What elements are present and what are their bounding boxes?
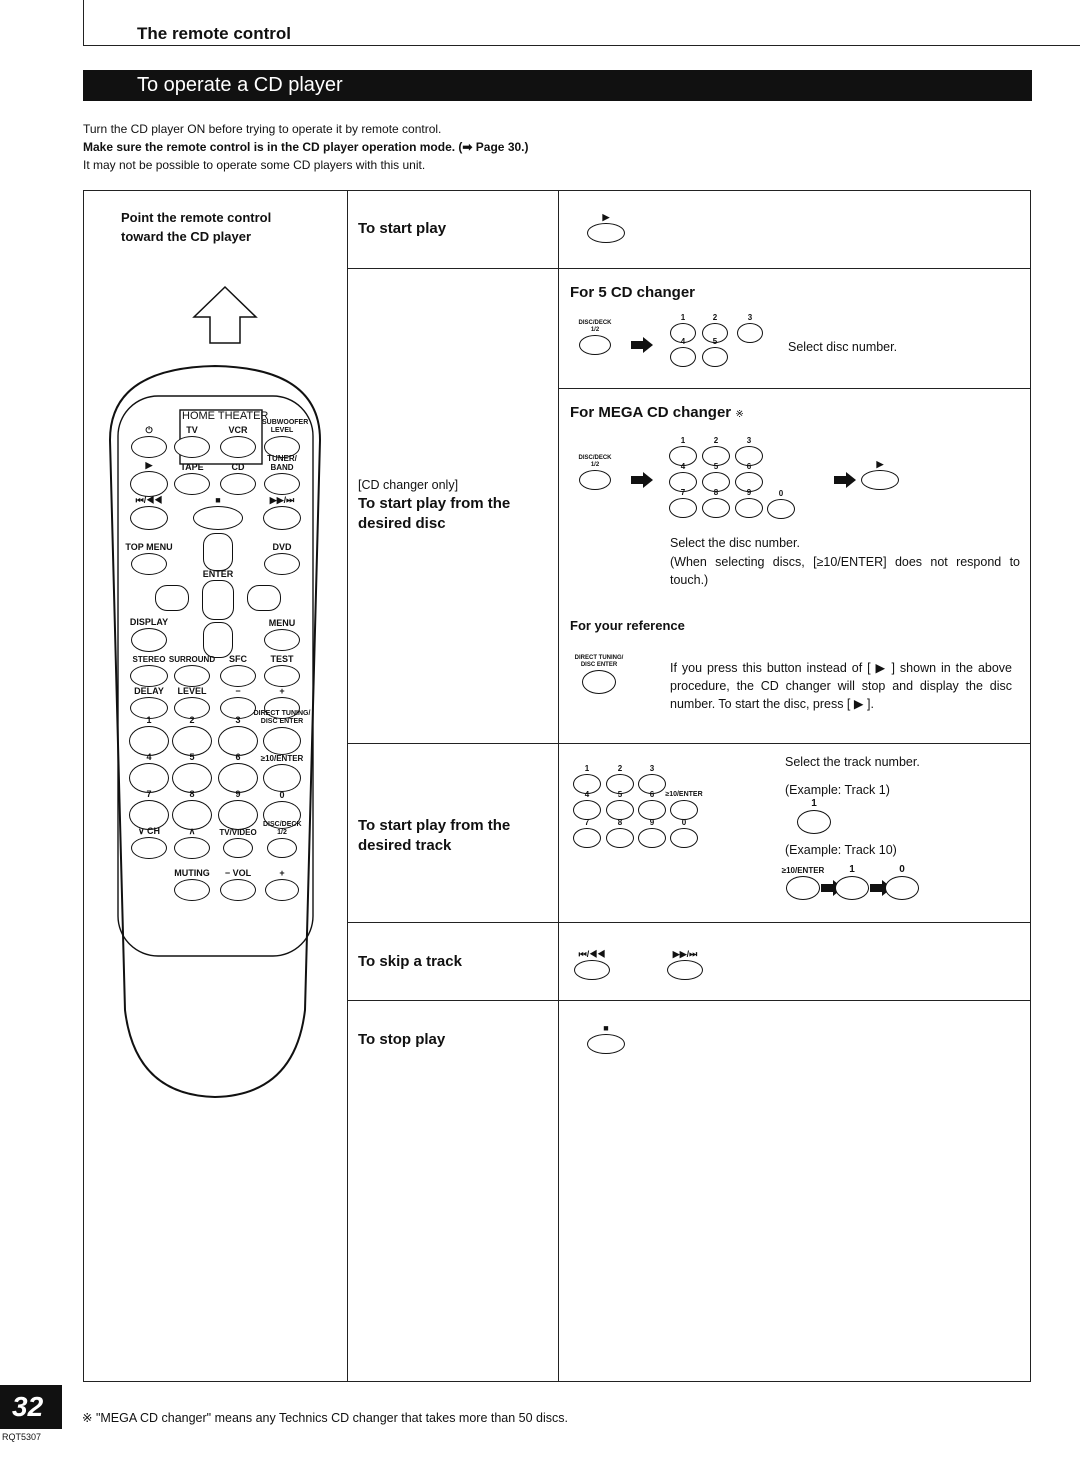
remote-tuner-band-label: TUNER/ BAND (267, 454, 297, 472)
remote-enter-button[interactable] (202, 580, 234, 620)
mega-disc-deck-button[interactable] (579, 470, 611, 490)
remote-num-1-label: 1 (146, 715, 152, 725)
skip-back-button[interactable] (574, 960, 610, 980)
arrow-right-icon (630, 337, 654, 353)
track-key-8-button[interactable] (606, 828, 634, 848)
arrow-right-icon (833, 472, 857, 488)
track-key-4-label: 5 (617, 790, 623, 799)
mega-changer-title-text: For MEGA CD changer (570, 404, 732, 421)
remote-channel-down-label: ∨ CH (137, 826, 161, 836)
remote-num-4-label: 4 (146, 752, 152, 762)
remote-cursor-left-button[interactable] (155, 585, 189, 611)
remote-channel-down-button[interactable] (131, 837, 167, 859)
row-divider (347, 268, 1031, 269)
remote-cursor-down-button[interactable] (203, 622, 233, 658)
remote-skip-back-label: ⏮/◀◀ (135, 495, 163, 505)
five-changer-caption: Select disc number. (788, 340, 898, 354)
remote-volume-down-button[interactable] (220, 879, 256, 901)
five-disc-4-button[interactable] (670, 347, 696, 367)
remote-subwoofer-level-label: SUBWOOFER LEVEL (262, 419, 309, 434)
track-caption: Select the track number. (785, 755, 920, 769)
remote-power-button[interactable] (131, 436, 167, 458)
remote-minus-label: − (235, 686, 241, 696)
mega-disc-7-label: 8 (713, 488, 719, 497)
remote-muting-label: MUTING (174, 868, 210, 878)
example10-ten-enter-button[interactable] (786, 876, 820, 900)
mega-disc-3-label: 4 (680, 462, 686, 471)
track-key-0-label: 1 (584, 764, 590, 773)
mega-play-button[interactable] (861, 470, 899, 490)
example10-key-0-button[interactable] (885, 876, 919, 900)
track-key-3-button[interactable] (573, 800, 601, 820)
desired-disc-label: To start play from the desired disc (358, 495, 511, 532)
remote-play-button[interactable] (130, 471, 168, 497)
track-key-3-label: 4 (584, 790, 590, 799)
start-play-label: ▶ (602, 212, 610, 222)
remote-skip-back-button[interactable] (130, 506, 168, 530)
remote-channel-up-label: ∧ (188, 826, 196, 836)
mega-disc-4-label: 5 (713, 462, 719, 471)
remote-sfc-label: SFC (229, 654, 247, 664)
section-title: The remote control (137, 24, 291, 43)
skip-track-label: To skip a track (358, 953, 462, 970)
track-key-6-label: ≥10/ENTER (665, 791, 703, 798)
mega-disc-9-label: 0 (778, 489, 784, 498)
remote-volume-down-label: − VOL (224, 868, 252, 878)
five-disc-5-label: 5 (712, 337, 718, 346)
track-key-9-label: 9 (649, 818, 655, 827)
example10-ten-enter-label: ≥10/ENTER (781, 866, 825, 875)
direct-tuning-button[interactable] (582, 670, 616, 694)
remote-tv-video-label: TV/VIDEO (219, 828, 257, 837)
remote-dvd-button[interactable] (264, 553, 300, 575)
mega-changer-title (570, 403, 744, 425)
remote-cd-label: CD (231, 462, 245, 472)
skip-back-label: ⏮/◀◀ (578, 949, 606, 959)
row-divider (347, 743, 1031, 744)
mega-disc-2-label: 3 (746, 436, 752, 445)
stop-play-button[interactable] (587, 1034, 625, 1054)
intro-line: Turn the CD player ON before trying to operate it by remote control. (83, 122, 442, 136)
remote-display-button[interactable] (131, 628, 167, 652)
remote-volume-up-button[interactable] (265, 879, 299, 901)
remote-ten-enter-button[interactable] (263, 764, 301, 792)
column-divider (347, 190, 348, 1382)
mega-disc-8-button[interactable] (735, 498, 763, 518)
five-disc-4-label: 4 (680, 337, 686, 346)
remote-stop-label: ■ (215, 495, 221, 505)
remote-disc-deck-label: DISC/DECK 1/2 (263, 821, 302, 836)
remote-dvd-label: DVD (272, 542, 292, 552)
remote-ten-enter-label: ≥10/ENTER (260, 754, 304, 763)
intro-line: It may not be possible to operate some CD players with this unit. (83, 158, 426, 172)
start-play-label: To start play (358, 220, 447, 237)
remote-direct-tuning-button[interactable] (263, 727, 301, 755)
intro-line-bold: Make sure the remote control is in the CD player operation mode. (➡ Page 30.) (83, 140, 529, 154)
remote-num-9-label: 9 (235, 789, 241, 799)
track-key-1-label: 2 (617, 764, 623, 773)
mega-play-label: ▶ (876, 459, 884, 469)
arrow-right-icon (630, 472, 654, 488)
header-rule (83, 45, 1080, 46)
five-disc-deck-label: DISC/DECK 1/2 (578, 320, 612, 333)
title-bar (83, 70, 1032, 101)
remote-num-5-label: 5 (189, 752, 195, 762)
remote-skip-forward-label: ▶▶/⏭ (269, 495, 295, 505)
mega-disc-8-label: 9 (746, 488, 752, 497)
remote-delay-label: DELAY (134, 686, 164, 696)
arrow-up-icon (190, 285, 260, 347)
example10-key-1-label: 1 (849, 864, 855, 875)
remote-top-menu-label: TOP MENU (125, 542, 173, 552)
page-number: 32 (12, 1391, 44, 1422)
remote-cursor-up-button[interactable] (203, 533, 233, 571)
track-key-7-button[interactable] (573, 828, 601, 848)
track-key-6-button[interactable] (670, 800, 698, 820)
remote-num-2-label: 2 (189, 715, 195, 725)
remote-play-label: ▶ (145, 460, 153, 470)
desired-track-label: To start play from the desired track (358, 817, 511, 854)
page-title: To operate a CD player (137, 74, 343, 96)
example-track-10: (Example: Track 10) (785, 843, 897, 857)
mega-disc-deck-label: DISC/DECK 1/2 (578, 455, 612, 468)
remote-num-0-label: 0 (279, 790, 285, 800)
row-divider (347, 1000, 1031, 1001)
remote-tape-label: TAPE (180, 462, 204, 472)
track-key-10-button[interactable] (670, 828, 698, 848)
cd-changer-only-note: [CD changer only] (358, 478, 459, 492)
remote-muting-button[interactable] (174, 879, 210, 901)
five-changer-title: For 5 CD changer (570, 284, 696, 301)
reference-text: If you press this button instead of [ ▶ ] shown in the above procedure, the CD changer will stop and display the disc number. To start the disc, press [ ▶ ]. (670, 661, 1012, 711)
document-code: RQT5307 (2, 1432, 42, 1442)
remote-power-label: ⏻ (145, 425, 153, 435)
page-number-box (0, 1385, 62, 1429)
remote-stop-button[interactable] (193, 506, 243, 530)
remote-disc-deck-button[interactable] (267, 838, 297, 858)
stop-play-label: To stop play (358, 1031, 446, 1048)
five-disc-3-button[interactable] (737, 323, 763, 343)
remote-plus-label: + (279, 686, 285, 696)
remote-vcr-label: VCR (228, 425, 248, 435)
point-remote-instruction: Point the remote control toward the CD player (121, 210, 272, 244)
skip-forward-button[interactable] (667, 960, 703, 980)
remote-tv-video-button[interactable] (223, 838, 253, 858)
home-theater-label: HOME THEATER (182, 410, 269, 422)
remote-vcr-button[interactable] (220, 436, 256, 458)
remote-direct-tuning-label: DIRECT TUNING/ DISC ENTER (253, 710, 311, 725)
remote-tape-button[interactable] (174, 473, 210, 495)
mega-disc-9-button[interactable] (767, 499, 795, 519)
mega-caption: Select the disc number. (670, 536, 800, 550)
example-track-1: (Example: Track 1) (785, 783, 890, 797)
remote-channel-up-button[interactable] (174, 837, 210, 859)
remote-tv-button[interactable] (174, 436, 210, 458)
remote-test-button[interactable] (264, 665, 300, 687)
remote-level-label: LEVEL (177, 686, 207, 696)
remote-display-label: DISPLAY (129, 617, 169, 627)
five-disc-3-label: 3 (747, 313, 753, 322)
remote-tuner-band-button[interactable] (264, 473, 300, 495)
example-track-1-label: 1 (811, 798, 817, 809)
remote-num-9-button[interactable] (218, 800, 258, 830)
mega-disc-6-button[interactable] (669, 498, 697, 518)
track-key-5-button[interactable] (638, 800, 666, 820)
column-divider (558, 190, 559, 1382)
remote-tv-label: TV (186, 425, 198, 435)
remote-stereo-label: STEREO (132, 655, 166, 664)
mega-caption-note: (When selecting discs, [≥10/ENTER] does not respond to touch.) (670, 555, 1020, 587)
five-disc-deck-button[interactable] (579, 335, 611, 355)
remote-surround-button[interactable] (174, 665, 210, 687)
mega-disc-5-label: 6 (746, 462, 752, 471)
footnote: ※ "MEGA CD changer" means any Technics CD changer that takes more than 50 discs. (82, 1411, 569, 1425)
track-key-5-label: 6 (649, 790, 655, 799)
direct-tuning-label: DIRECT TUNING/ DISC ENTER (574, 655, 624, 668)
track-key-4-button[interactable] (606, 800, 634, 820)
reference-title: For your reference (570, 618, 685, 633)
mega-disc-0-label: 1 (680, 436, 686, 445)
remote-cd-button[interactable] (220, 473, 256, 495)
track-key-2-label: 3 (649, 764, 655, 773)
example10-key-1-button[interactable] (835, 876, 869, 900)
skip-forward-label: ▶▶/⏭ (672, 949, 698, 959)
mega-disc-1-label: 2 (713, 436, 719, 445)
row-divider (347, 922, 1031, 923)
footnote-mark: ※ (735, 409, 744, 420)
track-key-7-label: 7 (584, 818, 590, 827)
mega-disc-6-label: 7 (680, 488, 686, 497)
track-key-8-label: 8 (617, 818, 623, 827)
header-rule (83, 0, 84, 46)
remote-sfc-button[interactable] (220, 665, 256, 687)
mega-disc-7-button[interactable] (702, 498, 730, 518)
stop-play-label: ■ (603, 1023, 609, 1033)
start-play-button[interactable] (587, 223, 625, 243)
remote-menu-label: MENU (268, 618, 296, 628)
remote-surround-label: SURROUND (168, 655, 216, 664)
example-track-1-button[interactable] (797, 810, 831, 834)
remote-num-7-label: 7 (146, 789, 152, 799)
five-disc-2-label: 2 (712, 313, 718, 322)
track-key-10-label: 0 (681, 818, 687, 827)
remote-cursor-right-button[interactable] (247, 585, 281, 611)
remote-num-3-label: 3 (235, 715, 241, 725)
remote-test-label: TEST (270, 654, 294, 664)
remote-menu-button[interactable] (264, 629, 300, 651)
remote-skip-forward-button[interactable] (263, 506, 301, 530)
five-disc-1-label: 1 (680, 313, 686, 322)
remote-num-6-label: 6 (235, 752, 241, 762)
row-divider (558, 388, 1031, 389)
remote-num-8-label: 8 (189, 789, 195, 799)
five-disc-5-button[interactable] (702, 347, 728, 367)
example10-key-0-label: 0 (899, 864, 905, 875)
track-key-9-button[interactable] (638, 828, 666, 848)
remote-top-menu-button[interactable] (131, 553, 167, 575)
remote-stereo-button[interactable] (130, 665, 168, 687)
remote-enter-label: ENTER (202, 569, 234, 579)
remote-volume-up-label: + (279, 868, 285, 878)
